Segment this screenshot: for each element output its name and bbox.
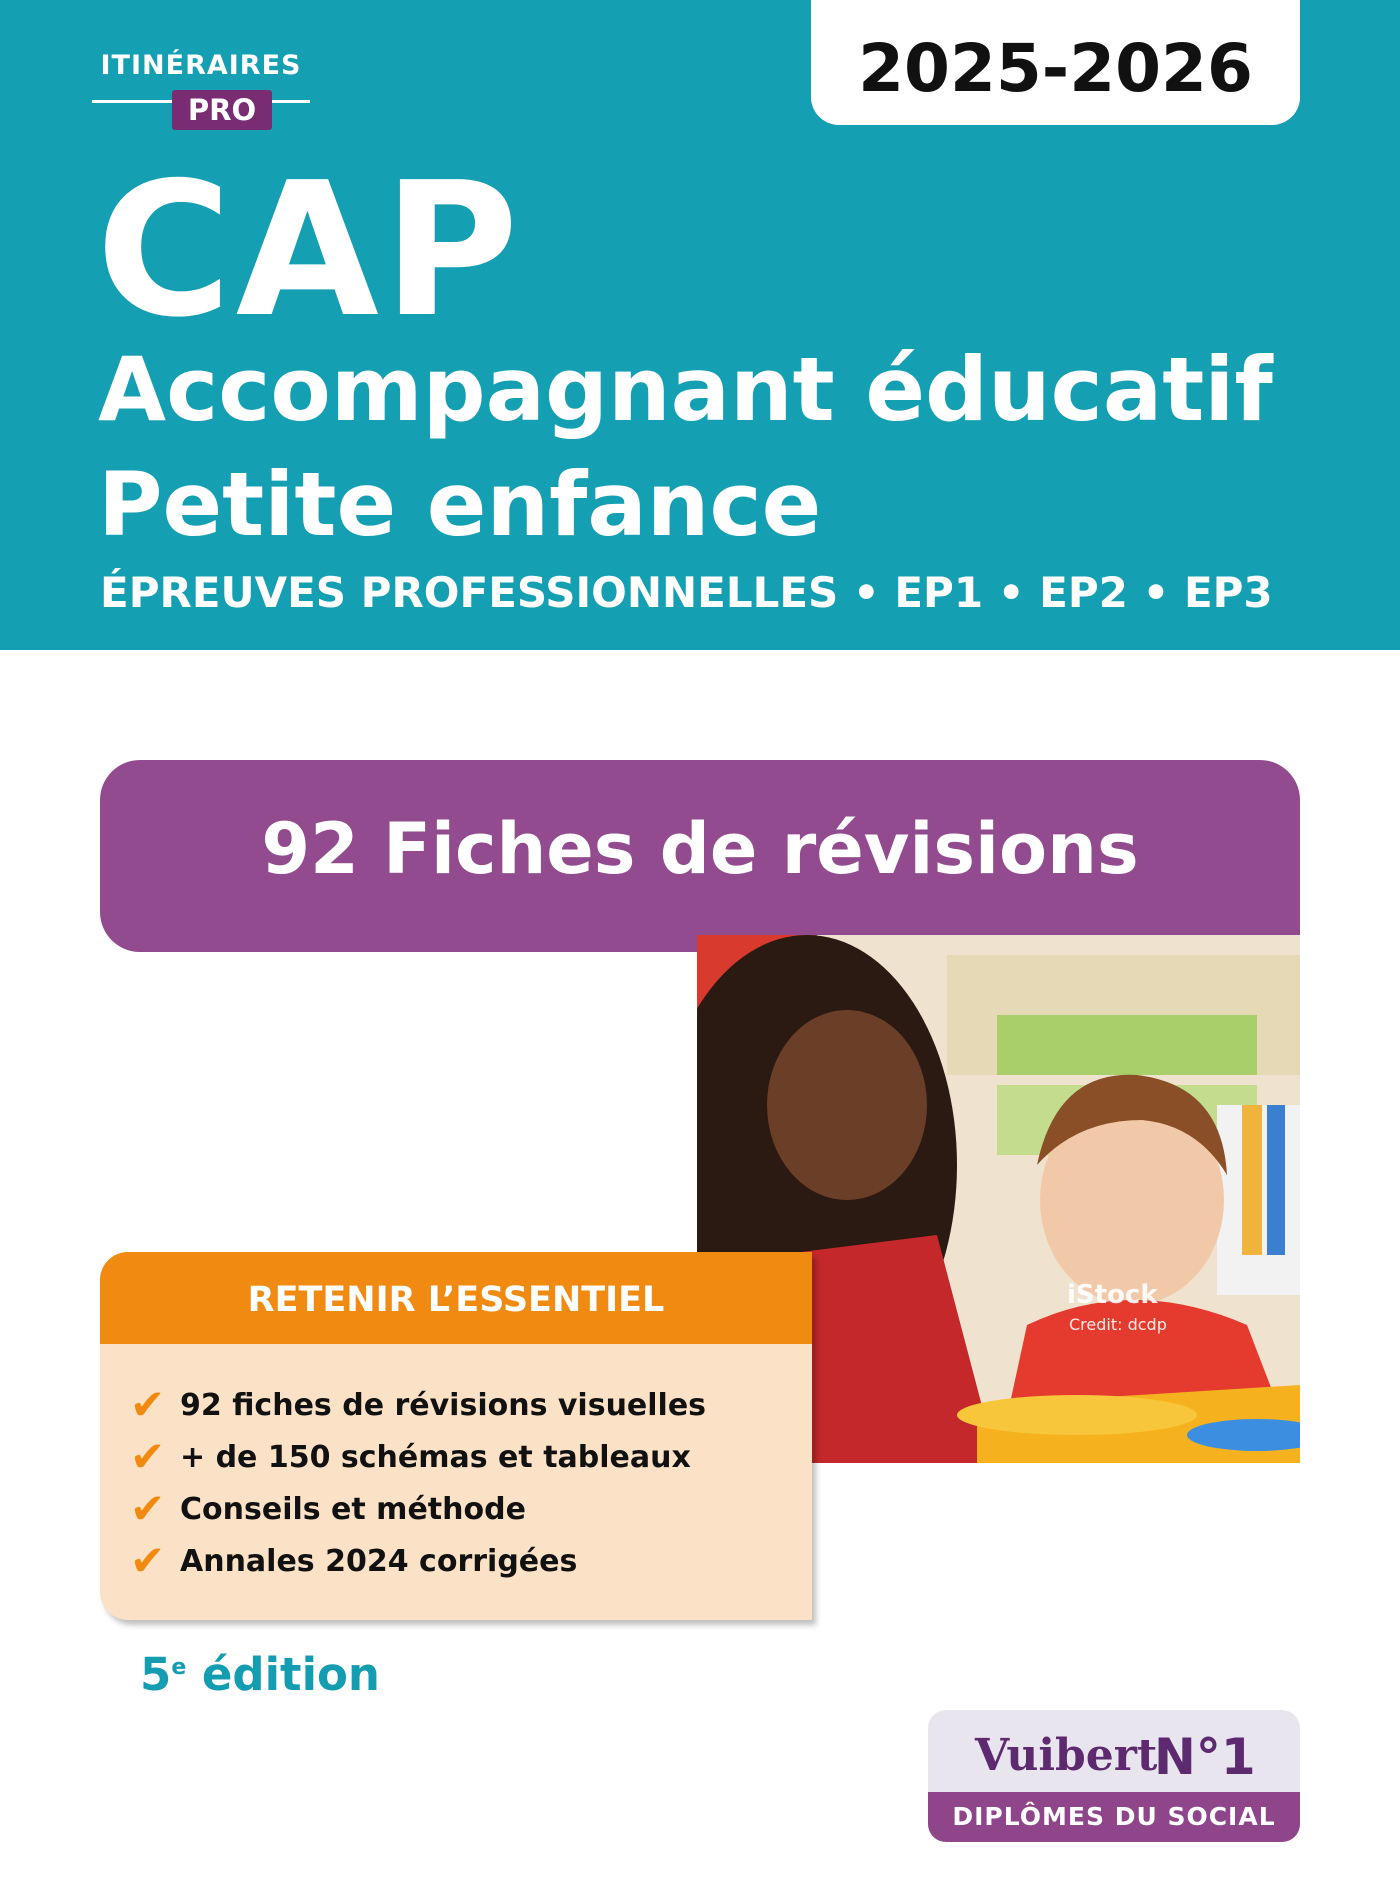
collection-logo	[92, 50, 310, 134]
essentiel-title: RETENIR L’ESSENTIEL	[247, 1280, 665, 1320]
vuibert-rank: N°1	[1154, 1728, 1256, 1786]
list-item-text: 92 fiches de révisions visuelles	[180, 1388, 707, 1423]
list-item-text: Annales 2024 corrigées	[180, 1544, 578, 1579]
essentiel-list	[130, 1382, 810, 1590]
vuibert-subtitle: DIPLÔMES DU SOCIAL	[952, 1802, 1276, 1831]
edition-label	[140, 1648, 380, 1701]
check-icon: ✔	[130, 1432, 166, 1481]
edition-number: 5	[140, 1648, 172, 1701]
vuibert-badge-bottom	[928, 1792, 1300, 1842]
year-tab	[811, 0, 1300, 125]
photo-credit-main: iStock	[1067, 1280, 1158, 1310]
edition-text: édition	[186, 1648, 380, 1701]
vuibert-logo: Vuibert	[975, 1730, 1158, 1781]
year-label: 2025-2026	[858, 30, 1253, 107]
fiches-banner	[100, 760, 1300, 952]
essentiel-box	[100, 1252, 812, 1620]
vuibert-badge-top	[928, 1710, 1300, 1792]
exam-subtitle: ÉPREUVES PROFESSIONNELLES • EP1 • EP2 • EP3	[100, 568, 1273, 617]
vuibert-badge	[928, 1710, 1300, 1842]
list-item	[130, 1538, 810, 1590]
list-item	[130, 1434, 810, 1486]
check-icon: ✔	[130, 1536, 166, 1585]
header-band	[0, 0, 1400, 650]
title-cap: CAP	[96, 142, 523, 358]
title-line-2: Petite enfance	[98, 453, 822, 556]
edition-ordinal: e	[171, 1655, 187, 1680]
essentiel-header	[100, 1252, 812, 1344]
list-item	[130, 1382, 810, 1434]
list-item-text: Conseils et méthode	[180, 1492, 526, 1527]
list-item-text: + de 150 schémas et tableaux	[180, 1440, 691, 1475]
title-line-1: Accompagnant éducatif	[98, 338, 1273, 441]
fiches-banner-text: 92 Fiches de révisions	[261, 808, 1139, 890]
list-item	[130, 1486, 810, 1538]
collection-name: ITINÉRAIRES	[100, 50, 302, 81]
collection-pro-badge: PRO	[172, 90, 272, 130]
check-icon: ✔	[130, 1484, 166, 1533]
photo-credit-sub: Credit: dcdp	[1069, 1315, 1167, 1334]
check-icon: ✔	[130, 1380, 166, 1429]
